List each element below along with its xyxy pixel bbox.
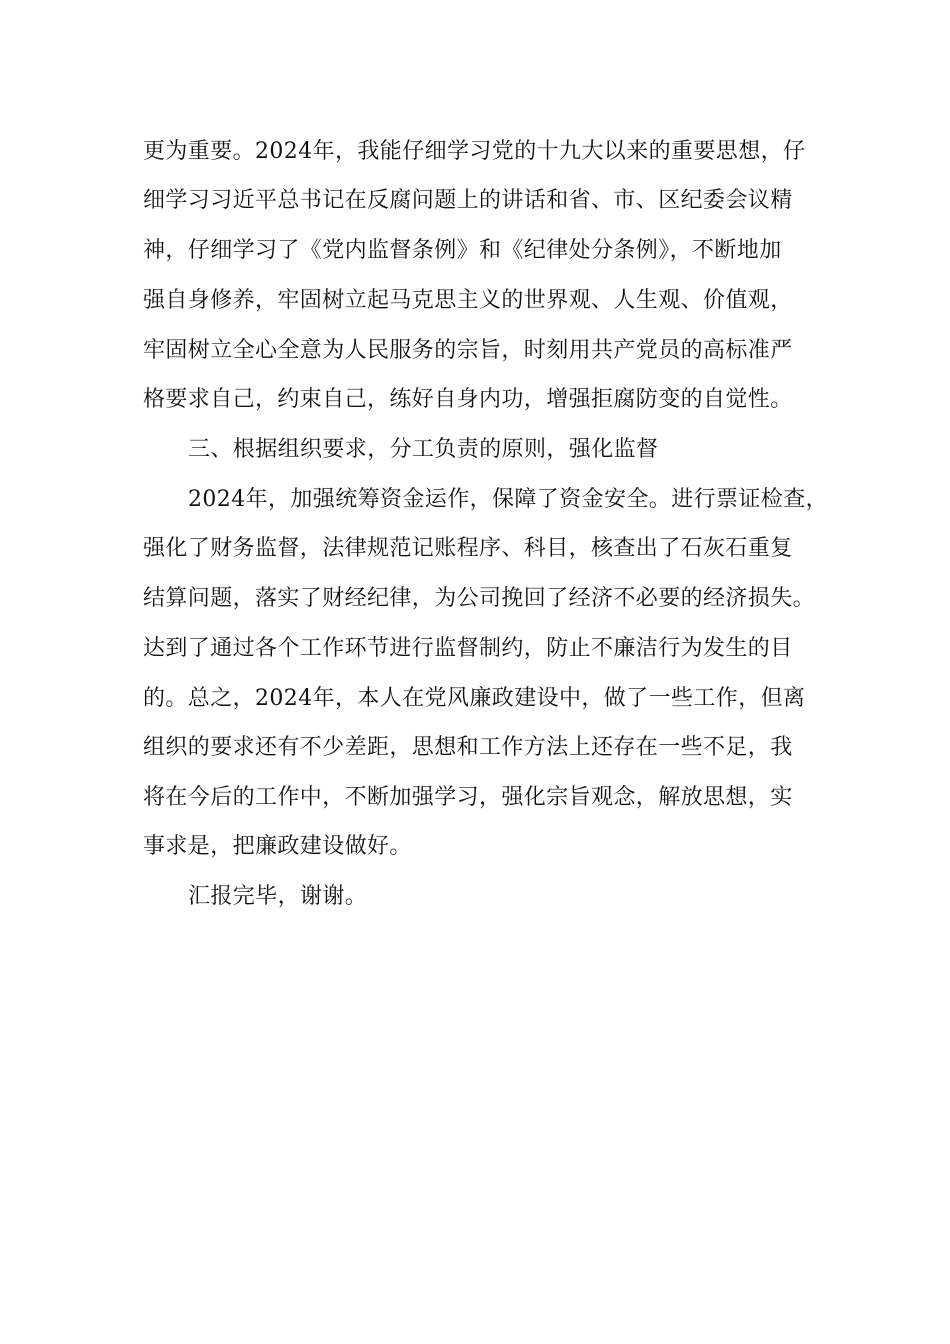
paragraph-2-line: 强化了财务监督，法律规范记账程序、科目，核查出了石灰石重复 (143, 536, 793, 561)
paragraph-2-line: 2024年，加强统筹资金运作，保障了资金安全。进行票证检查， (188, 487, 828, 512)
paragraph-1-line: 细学习习近平总书记在反腐问题上的讲话和省、市、区纪委会议精 (143, 188, 793, 213)
paragraph-2-line: 事求是，把廉政建设做好。 (143, 834, 412, 859)
paragraph-1-line: 神，仔细学习了《党内监督条例》和《纪律处分条例》，不断地加 (143, 238, 782, 263)
paragraph-1-line: 更为重要。2024年，我能仔细学习党的十九大以来的重要思想，仔 (143, 139, 806, 164)
paragraph-2-line: 结算问题，落实了财经纪律，为公司挽回了经济不必要的经济损失。 (143, 586, 816, 611)
paragraph-2-line: 达到了通过各个工作环节进行监督制约，防止不廉洁行为发生的目 (143, 636, 793, 661)
paragraph-1-line: 格要求自己，约束自己，练好自身内功，增强拒腐防变的自觉性。 (143, 387, 793, 412)
paragraph-1-line: 牢固树立全心全意为人民服务的宗旨，时刻用共产党员的高标准严 (143, 338, 793, 363)
paragraph-2-line: 将在今后的工作中，不断加强学习，强化宗旨观念，解放思想，实 (143, 785, 793, 810)
paragraph-2-line: 的。总之，2024年，本人在党风廉政建设中，做了一些工作，但离 (143, 686, 806, 711)
paragraph-1-line: 强自身修养，牢固树立起马克思主义的世界观、人生观、价值观， (143, 288, 793, 313)
closing-remark: 汇报完毕，谢谢。 (188, 884, 368, 909)
paragraph-2-line: 组织的要求还有不少差距，思想和工作方法上还存在一些不足，我 (143, 735, 793, 760)
section-heading: 三、根据组织要求，分工负责的原则，强化监督 (188, 437, 659, 462)
